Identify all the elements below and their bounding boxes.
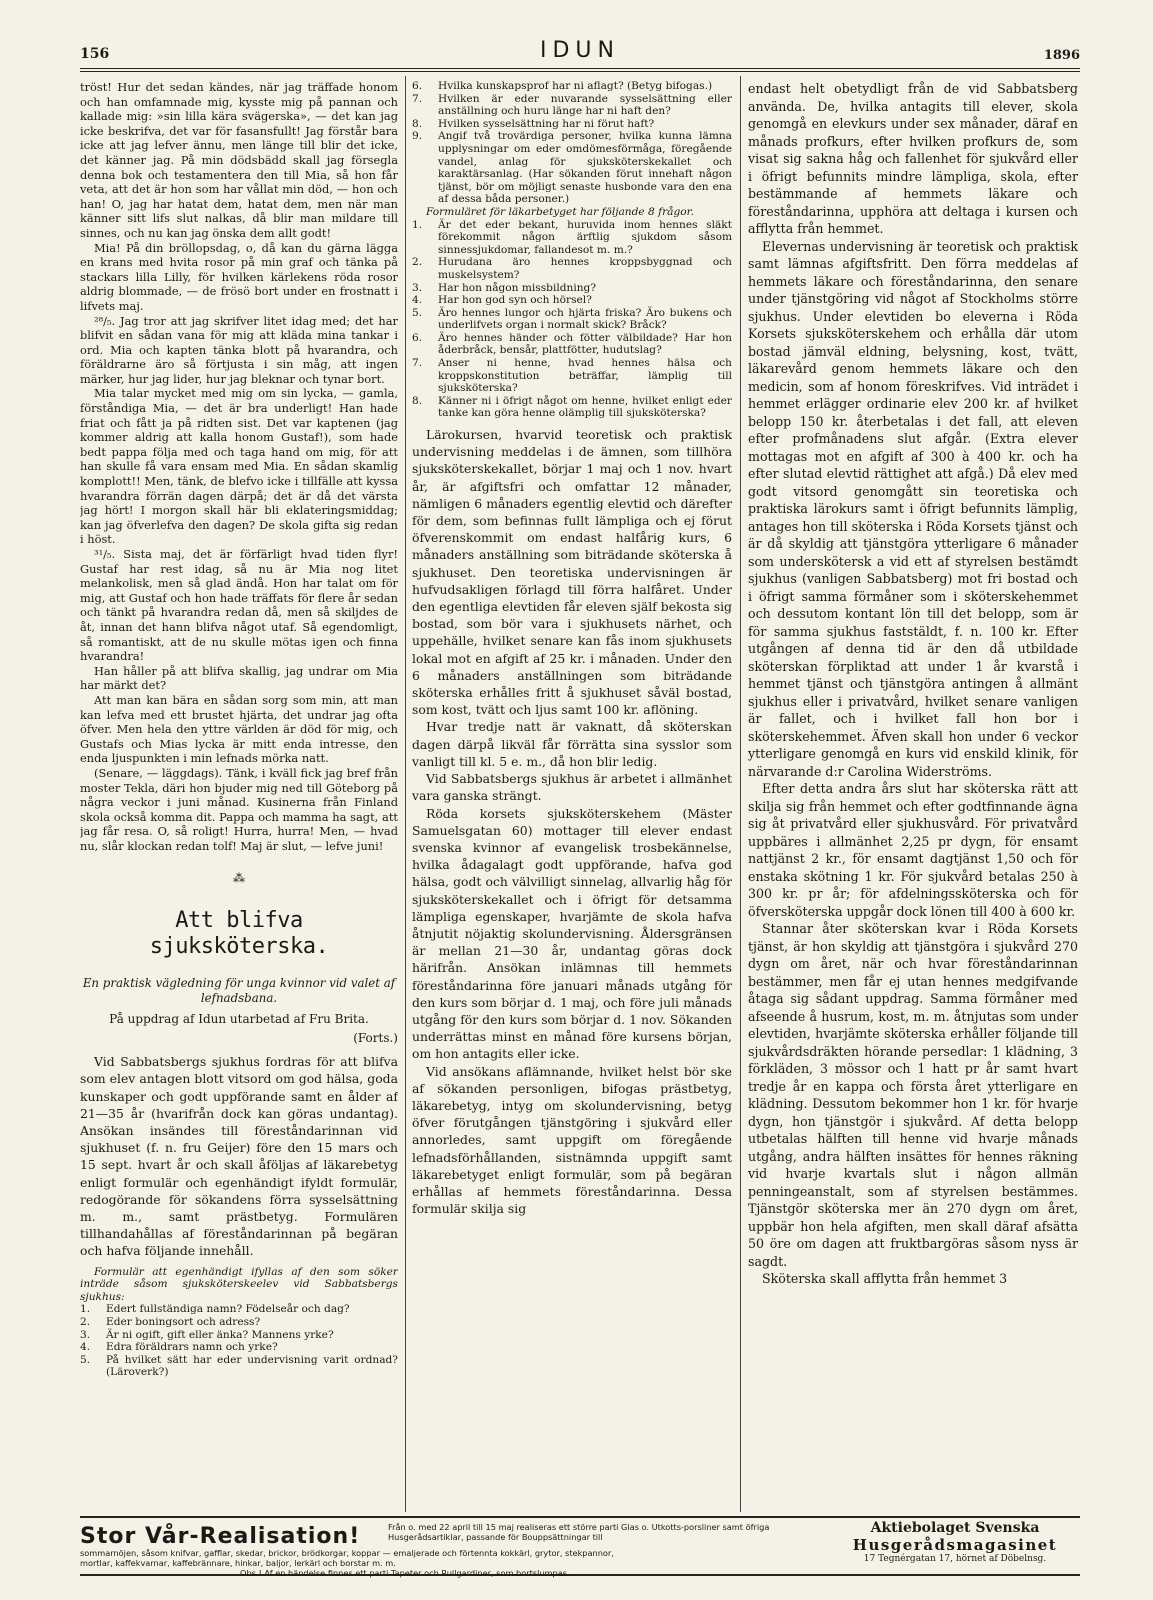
diary-paragraph: ³¹/₅. Sista maj, det är förfärligt hvad tiden flyr! Gustaf har rest idag, så nu är Mia nog litet melankolisk, men så glad ändå. Hon har talat om för mig, att Gustaf och hon hade träffats för flere år sedan och tänkt på hvarandra redan då, men så skiljdes de åt, innan det hann blifva något utaf. Så egendomligt, så romantiskt, att de nu skulle mötas igen och finna hvarandra!	[80, 547, 398, 664]
advert-company	[830, 1520, 1080, 1564]
list-item: 3. Är ni ogift, gift eller änka? Mannens yrke?	[80, 1328, 334, 1341]
list-item: 3. Har hon någon missbildning?	[412, 281, 597, 294]
article-paragraph: endast helt obetydligt från de vid Sabbatsberg använda. De, hvilka antagits till elever, skola genomgå en elevkurs under sex månader, däraf en månads profkurs, efter hvilken profkurs de, som visat sig sakna håg och fallenhet för sjukvård eller i öfrigt befunnits mindre lämpliga, skola, efter bestämmande af hemmets läkare och föreståndarinna, upphöra att deltaga i kursen och afflytta från hemmet.	[748, 81, 1078, 236]
advertisement	[80, 1516, 1080, 1576]
diary-paragraph: Han håller på att blifva skallig, jag undrar om Mia har märkt det?	[80, 663, 398, 693]
column-3	[748, 80, 1078, 1512]
article-title: Att blifva sjuksköterska.	[149, 908, 329, 960]
list-item: 2. Eder boningsort och adress?	[80, 1316, 261, 1329]
column-2	[412, 80, 732, 1512]
doctor-question-list	[412, 219, 732, 421]
section-separator: ⁂	[233, 871, 245, 886]
article-paragraph: Vid Sabbatsbergs sjukhus fordras för att blifva som elev antagen blott vitsord om god hälsa, goda kunskaper och godt uppförande samt en ålder af 21—35 år (hvarifrån dock kan göras undantag). Ansökan insändes till föreståndarinnan vid sjukhuset (f. n. fru Geijer) före den 15 mars och 15 sept. hvart år och skall åföljas af läkarebetyg enligt formulär och egenhändigt ifyldt formulär, redogörande för sökandens förra sysselsättning m. m., samt prästbetyg. Formulären tillhandahållas af föreståndarinnan på begäran och hafva följande innehåll.	[80, 1054, 398, 1259]
advert-headline: Stor Vår-Realisation!	[80, 1524, 361, 1549]
list-item: 8. Hvilken sysselsättning har ni förut haft?	[412, 117, 655, 130]
header-rule-2	[80, 71, 1080, 72]
article-subtitle: En praktisk vägledning för unga kvinnor vid valet af lefnadsbana.	[82, 976, 396, 1006]
page-number: 156	[80, 46, 110, 62]
form-question-list-continued	[412, 80, 732, 206]
column-1	[80, 80, 398, 1512]
list-item: 7. Anser ni henne, hvad hennes hälsa och kroppskonstitution beträffar, lämplig till sjuksköterska?	[412, 357, 732, 395]
advert-text-line: Obs.! Af en händelse finnes ett parti Tapeter och Rullgardiner, som bortslumpas.	[240, 1568, 570, 1578]
list-item: 7. Hvilken är eder nuvarande sysselsättning eller anställning och huru länge har ni haft den?	[412, 92, 732, 118]
column-divider-2	[740, 76, 741, 1512]
doctor-form-intro: Formuläret för läkarbetyget har följande 8 frågor.	[426, 205, 694, 218]
article-paragraph: Elevernas undervisning är teoretisk och praktisk samt lämnas afgiftsfritt. Den förra meddelas af hemmets läkare och föreståndarinna, den senare under tjänstgöring vid något af Stockholms större sjukhus. Under elevtiden bo eleverna i Röda Korsets sjuksköterskehem och erhålla där utom bostad jämväl eldning, belysning, kost, tvätt, läkarevård genom hemmets läkare och den medicin, som af honom föreskrifves. Vid inträdet i hemmet erlägger ordinarie elev 200 kr. af hvilket belopp 150 kr. återbetalas i det fall, att eleven efter profmånadens slut afgår. (Extra elever mottagas mot en afgift af 300 à 400 kr. och ha efter slutad elevtid rättighet att afgå.) Då elev med godt vitsord genomgått sin teoretiska och praktiska lärokurs samt i öfrigt befunnits lämplig, antages hon till sköterska i Röda Korsets tjänst och är då skyldig att tjänstgöra ytterligare 6 månader som underskötersk a vid ett af styrelsen bestämdt sjukhus (vanligen Sabbatsberg) mot fri bostad och i öfrigt samma förmåner som i sköterskehemmet och dessutom kontant lön till det belopp, som är för samma sjukhus faststäldt, f. n. 100 kr. Efter utgången af denna tid är den då utbildade sköterskan förpliktad att under 1 år kvarstå i hemmet tjänst och tjänstgöra antingen å allmänt sjukhus eller i privatvård, hvilket senare vanligen är fallet, och i hvilket fall hon bor i sköterskehemmet. Äfven skall hon under 6 veckor ytterligare genomgå en kurs vid enskild klinik, för närvarande d:r Carolina Widerströms.	[748, 238, 1078, 779]
list-item: 8. Känner ni i öfrigt något om henne, hvilket enligt eder tanke kan göra henne olämplig till sjuksköterska?	[412, 394, 732, 420]
page-year: 1896	[1043, 48, 1080, 63]
article-byline: På uppdrag af Idun utarbetad af Fru Brita.	[109, 1012, 369, 1027]
company-address: 17 Tegnérgatan 17, hörnet af Döbelnsg.	[863, 1554, 1047, 1564]
article-paragraph: Sköterska skall afflytta från hemmet 3	[762, 1271, 1008, 1286]
list-item: 2. Hurudana äro hennes kroppsbyggnad och muskelsystem?	[412, 256, 732, 281]
company-name-line-2: Husgerådsmagasinet	[852, 1536, 1058, 1554]
list-item: 5. På hvilket sätt har eder undervisning varit ordnad? (Läroverk?)	[80, 1353, 398, 1379]
advert-body	[80, 1548, 820, 1578]
page-header	[80, 36, 1080, 66]
article-paragraph: Vid ansökans aflämnande, hvilket helst bör ske af sökanden personligen, bifogas prästbetyg, läkarebetyg, intyg om skolundervisning, betyg öfver förutgången tjänstgöring i sjukvård eller annorledes, samt uppgift om föregående lefnadsförhållanden, sistnämnda uppgift samt läkarebetyget enligt formulär, som på begäran erhållas af hemmets föreståndarinna. Dessa formulär skilja sig	[412, 1063, 732, 1217]
form-question-list	[80, 1303, 398, 1379]
list-item: 1. Är det eder bekant, huruvida inom hennes släkt förekommit någon ärftlig sjukdom såsom sinnessjukdomar, fallandesot m. m.?	[412, 218, 732, 256]
continued-note: (Forts.)	[353, 1030, 398, 1045]
diary-paragraph: tröst! Hur det sedan kändes, när jag träffade honom och han omfamnade mig, kysste mig på pannan och kallade mig: »sin lilla kära svägerska», — det kan jag icke beskrifva, det var för fasansfullt! Jag förstår bara icke att jag lefver ännu, men länge till blir det icke, det känner jag. På min dödsbädd skall jag försegla denna bok och testamentera den till Mia, så hon får veta, att det är hon som har vållat min död, — hon och han! O, jag har hatat dem, hatat dem, men när man känner sitt lifs slut nalkas, då blir man mildare till sinnes, och nu kan jag önska dem allt godt!	[80, 80, 398, 240]
article-paragraph: Efter detta andra års slut har sköterska rätt att skilja sig från hemmet och efter godtfinnande ägna sig åt privatvård eller sjukhusvård. För privatvård uppbäres i allmänhet 2,25 pr dygn, för ensamt nattjänst 2 kr., för ensamt dagtjänst 1,50 och för enstaka skötning 1 kr. För sjukvård betalas 250 à 300 kr. pr år; för afdelningssköterska och för öfversköterska uppgår dock lönen till 400 à 600 kr.	[748, 781, 1078, 919]
diary-paragraph: (Senare, — läggdags). Tänk, i kväll fick jag bref från moster Tekla, däri hon bjuder mig ned till Göteborg på några veckor i juni månad. Kusinerna från Finland skola också komma dit. Pappa och mamma ha sagt, att jag får resa. O, så roligt! Hurra, hurra! Men, — hvad nu, slår klockan redan tolf! Maj är slut, — lefve juni!	[80, 765, 398, 853]
diary-paragraph: Mia! På din bröllopsdag, o, då kan du gärna lägga en krans med hvita rosor på min graf och tänka på stackars lilla Lilly, för hvilken kärlekens röda rosor aldrig blommade, — de frösö bort under en frostnatt i lifvets maj.	[80, 240, 398, 313]
company-name-line-1: Aktiebolaget Svenska	[870, 1520, 1040, 1536]
list-item: 9. Angif två trovärdiga personer, hvilka kunna lämna upplysningar om eder omdömesförmåga, föregående vandel, anlag för sjuksköterskekallet och karaktärsanlag. (Har sökanden förut innehaft någon tjänst, bör om möjligt senaste husbonde vara den ena af dessa båda personer.)	[412, 130, 732, 206]
diary-paragraph: Att man kan bära en sådan sorg som min, att man kan lefva med ett brustet hjärta, det undrar jag ofta öfver. Men hela den yttre världen är död för mig, och Gustafs och Mias lycka är mitt enda intresse, den enda ljuspunkten i min lefnads mörka natt.	[80, 692, 398, 766]
list-item: 1. Edert fullständiga namn? Födelseår och dag?	[80, 1303, 350, 1316]
article-paragraph: Vid Sabbatsbergs sjukhus är arbetet i allmänhet vara ganska strängt.	[412, 771, 732, 804]
article-paragraph: Röda korsets sjuksköterskehem (Mäster Samuelsgatan 60) mottager till elever endast svenska kvinnor af evangelisk trosbekännelse, hvilka ådagalagt godt uppförande, hafva god hälsa, godt och välvilligt sinnelag, allvarlig håg för sjuksköterskekallet och i öfrigt för detsamma lämpliga egenskaper, hvarjämte de skola hafva åtnjutit nöjaktig skolundervisning. Åldersgränsen är mellan 21—30 år, undantag göras dock härifrån. Ansökan inlämnas till hemmets föreståndarinna före januari månads utgång för den kurs som börjar d. 1 maj, och före juli månads utgång för den kurs som börjar d. 1 nov. Sökanden underrättas minst en månad före kursens början, om hon antagits eller icke.	[412, 805, 732, 1062]
article-paragraph: Stannar åter sköterskan kvar i Röda Korsets tjänst, är hon skyldig att tjänstgöra i sjukvård 270 dygn om året, när och hvar föreståndarinnan bestämmer, men får ej utan hennes medgifvande åtaga sig sådant uppdrag. Samma förmåner med afseende å husrum, kost, m. m. åtnjutas som under elevtiden, hvarjämte sköterska erhåller följande till sjukvårdsdräkten hörande persedlar: 1 klädning, 3 förkläden, 3 mössor och 1 hatt pr år samt hvart tredje år en kappa och första året ytterligare en klädning. Dessutom bekommer hon 1 kr. för hvarje dygn, hon tjänstgör i sjukvård. Af detta belopp utbetalas hälften till henne vid hvarje månads utgång, andra hälften insättes för hennes räkning vid hvarje kvartals slut i någon allmän penningeanstalt, som af styrelsen bestämmes. Tjänstgör sköterska mer än 270 dygn om året, uppbär hon hela afgiften, men skall däraf afsätta 50 öre om dagen att fruktbargöras såsom nyss är sagdt.	[748, 921, 1078, 1269]
diary-paragraph: Mia talar mycket med mig om sin lycka, — gamla, förståndiga Mia, — det är bra underligt! Han hade friat och fått ja på ridten sist. Det var kaptenen (jag kommer aldrig att kalla honom Gustaf!), som hade bedt pappa följa med och taga hand om mig, för att han skulle få vara ensam med Mia. En sådan skamlig komplott!! Men, tänk, de blefvo icke i tillfälle att kyssa hvarandra förrän dagen därpå; det är då det värsta jag hört! I morgon skall här bli eklateringsmiddag; kan jag öfverlefva den dagen? De skola gifta sig redan i höst.	[80, 386, 398, 547]
form-intro: Formulär att egenhändigt ifyllas af den som söker inträde såsom sjuksköterskeelev vid Sabbatsbergs sjukhus:	[80, 1265, 398, 1303]
list-item: 5. Äro hennes lungor och hjärta friska? Äro bukens och underlifvets organ i normalt skick? Bråck?	[412, 306, 732, 332]
list-item: 4. Edra föräldrars namn och yrke?	[80, 1341, 278, 1354]
list-item: 6. Hvilka kunskapsprof har ni aflagt? (Betyg bifogas.)	[412, 80, 713, 92]
header-rule	[80, 68, 1080, 69]
advert-text-line: sommarnöjen, såsom knifvar, gafflar, skedar, brickor, brödkorgar, koppar — emaljerade och förtennta kokkärl, grytor, stekpannor,	[80, 1548, 614, 1558]
list-item: 6. Äro hennes händer och fötter välbildade? Har hon åderbråck, bensår, plattfötter, hudutslag?	[412, 331, 732, 357]
list-item: 4. Har hon god syn och hörsel?	[412, 294, 592, 307]
diary-paragraph: ²⁸/₅. Jag tror att jag skrifver litet idag med; det har blifvit en sådan vana för mig att kläda mina tankar i ord. Mia och kapten tänka blott på hvarandra, och föräldrarne äro så förtjusta i sin måg, att ingen märker, hur jag lider, hur jag bleknar och tynar bort.	[80, 313, 398, 386]
advert-text-line: Från o. med 22 april till 15 maj realiseras ett större parti Glas o. Utkotts-porsliner samt öfriga Husgerådsartiklar, passande för Bouppsättningar till	[388, 1522, 770, 1542]
advert-text-line: mortlar, kaffekvarnar, kaffebrännare, hinkar, baljor, lerkärl och borstar m. m.	[80, 1558, 396, 1568]
article-paragraph: Hvar tredje natt är vaknatt, då sköterskan dagen därpå likväl får förrätta sina sysslor som vanligt till kl. 5 e. m., då hon blir ledig.	[412, 719, 732, 769]
article-paragraph: Lärokursen, hvarvid teoretisk och praktisk undervisning meddelas i de ämnen, som tillhöra sjuksköterskekallet, börjar 1 maj och 1 nov. hvart år, är afgiftsfri och omfattar 12 månader, nämligen 6 månaders egentlig elevtid och därefter för dem, som befinnas fullt lämpliga och ej förut öfverenskommit om endast halfårig kurs, 6 månaders anställning som biträdande sköterska å sjukhuset. Den teoretiska undervisningen är hufvudsakligen förlagd till förra halfåret. Under den egentliga elevtiden får eleven själf bekosta sig bostad, som bör vara i sjukhusets närhet, och uppehälle, hvilket senare kan fås inom sjukhusets lokal mot en afgift af 25 kr. i månaden. Under den 6 månaders anställningen som biträdande sköterska erhålles fritt å sjukhuset såväl bostad, som kost, tvätt och ljus samt 100 kr. aflöning.	[412, 427, 732, 718]
column-divider-1	[405, 76, 406, 1512]
masthead-title: IDUN	[540, 38, 620, 63]
